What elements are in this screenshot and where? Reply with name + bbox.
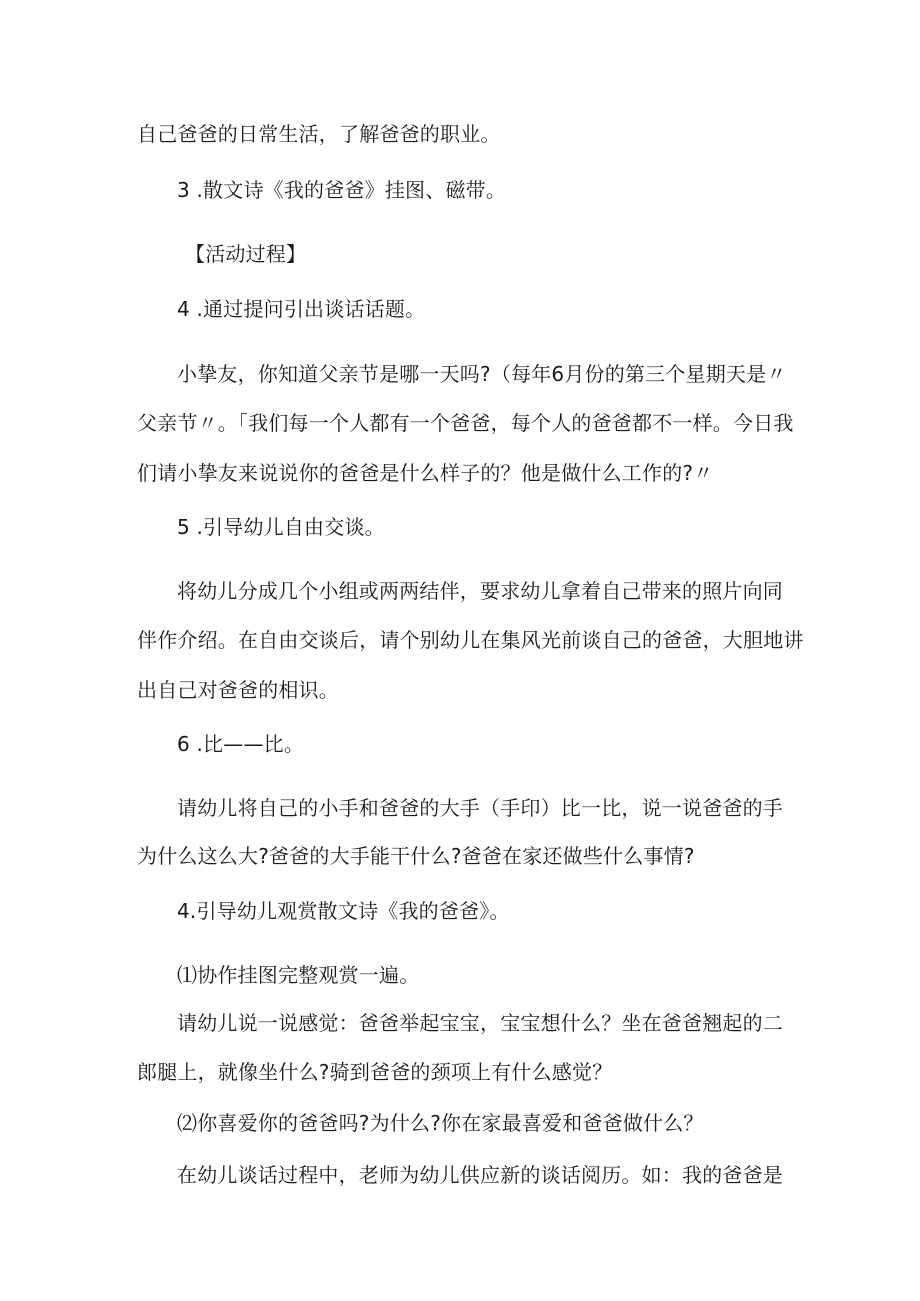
paragraph-line: 郎腿上，就像坐什么?骑到爸爸的颈项上有什么感觉？ [137, 1060, 613, 1084]
section-heading-activity-process: 【活动过程】 [185, 242, 307, 266]
step-6-heading: 6 .比——比。 [177, 732, 305, 756]
paragraph-line: 小挚友，你知道父亲节是哪一天吗?（每年6月份的第三个星期天是〃 [177, 362, 787, 386]
step-4b-heading: 4.引导幼儿观赏散文诗《我的爸爸》。 [177, 899, 510, 923]
paragraph-line: 在幼儿谈话过程中，老师为幼儿供应新的谈话阅历。如：我的爸爸是 [177, 1163, 783, 1187]
paragraph-line: 伴作介绍。在自由交谈后，请个别幼儿在集风光前谈自己的爸爸，大胆地讲 [137, 628, 804, 652]
step-4-heading: 4 .通过提问引出谈话话题。 [177, 297, 426, 321]
step-5-heading: 5 .引导幼儿自由交谈。 [177, 515, 385, 539]
paragraph-line: 请幼儿说一说感觉：爸爸举起宝宝，宝宝想什么？坐在爸爸翘起的二 [177, 1011, 783, 1035]
paragraph-line: 为什么这么大?爸爸的大手能干什么?爸爸在家还做些什么事情? [137, 844, 695, 868]
sub-item-2: ⑵你喜爱你的爸爸吗?为什么?你在家最喜爱和爸爸做什么？ [177, 1111, 704, 1135]
paragraph-line: 请幼儿将自己的小手和爸爸的大手（手印）比一比，说一说爸爸的手 [177, 796, 783, 820]
paragraph-line: 将幼儿分成几个小组或两两结伴，要求幼儿拿着自己带来的照片向同 [177, 579, 783, 603]
sub-item-1: ⑴协作挂图完整观赏一遍。 [177, 963, 420, 987]
list-item-3-materials: 3 .散文诗《我的爸爸》挂图、磁带。 [177, 178, 507, 202]
paragraph-line: 出自己对爸爸的相识。 [137, 678, 339, 702]
paragraph-line: 父亲节〃。「我们每一个人都有一个爸爸，每个人的爸爸都不一样。今日我 [137, 411, 794, 435]
paragraph-line: 们请小挚友来说说你的爸爸是什么样子的？他是做什么工作的?〃 [137, 461, 714, 485]
paragraph-line: 自己爸爸的日常生活，了解爸爸的职业。 [137, 122, 501, 146]
